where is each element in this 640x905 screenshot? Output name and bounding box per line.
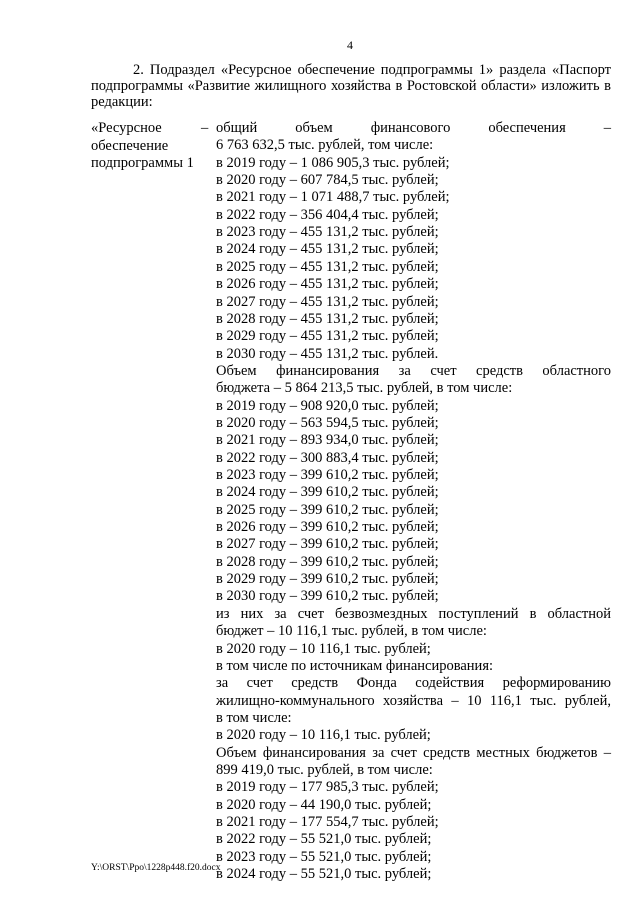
funding-line: в 2021 году – 893 934,0 тыс. рублей; [216, 432, 439, 449]
funding-line: бюджета – 5 864 213,5 тыс. рублей, в том числе: [216, 380, 513, 397]
funding-line: в 2021 году – 177 554,7 тыс. рублей; [216, 814, 439, 830]
funding-line: в 2022 году – 55 521,0 тыс. рублей; [216, 831, 432, 848]
page-number: 4 [347, 38, 353, 52]
funding-line: в 2028 году – 455 131,2 тыс. рублей; [216, 310, 439, 327]
funding-line: 6 763 632,5 тыс. рублей, том числе: [216, 137, 434, 154]
funding-line: в 2019 году – 908 920,0 тыс. рублей; [216, 397, 439, 414]
funding-line: в 2026 году – 399 610,2 тыс. рублей; [216, 519, 439, 536]
funding-line: в 2023 году – 455 131,2 тыс. рублей; [216, 224, 439, 241]
funding-line: в 2025 году – 455 131,2 тыс. рублей; [216, 258, 439, 275]
funding-line: в 2025 году – 399 610,2 тыс. рублей; [216, 501, 439, 518]
funding-line: в том числе: [216, 709, 292, 726]
funding-line: в 2022 году – 356 404,4 тыс. рублей; [216, 206, 439, 223]
funding-line: в 2030 году – 455 131,2 тыс. рублей. [216, 345, 439, 362]
funding-line: в 2023 году – 55 521,0 тыс. рублей; [216, 848, 432, 865]
funding-line: бюджет – 10 116,1 тыс. рублей, в том числе: [216, 623, 487, 640]
funding-line: Объем финансирования за счет средств областного [216, 362, 611, 379]
funding-line: в 2021 году – 1 071 488,7 тыс. рублей; [216, 189, 450, 206]
file-path-footer: Y:\ORST\Ppo\1228p448.f20.docx [91, 863, 221, 873]
funding-line: в 2024 году – 399 610,2 тыс. рублей; [216, 484, 439, 501]
label-dash: – [201, 120, 209, 136]
funding-line: в 2023 году – 399 610,2 тыс. рублей; [216, 467, 439, 483]
funding-line: в 2020 году – 563 594,5 тыс. рублей; [216, 414, 439, 431]
resource-label-line: обеспечение [91, 137, 169, 154]
funding-line: общий объем финансового обеспечения – [216, 120, 611, 136]
funding-line: в 2020 году – 44 190,0 тыс. рублей; [216, 796, 432, 813]
funding-line: Объем финансирования за счет средств местных бюджетов – [216, 744, 611, 761]
resource-label-line: «Ресурсное [91, 120, 162, 136]
funding-line: в 2026 году – 455 131,2 тыс. рублей; [216, 276, 439, 293]
funding-line: в 2029 году – 399 610,2 тыс. рублей; [216, 571, 439, 588]
funding-line: 899 419,0 тыс. рублей, в том числе: [216, 761, 433, 778]
funding-line: за счет средств Фонда содействия реформированию [216, 675, 611, 692]
funding-line: в 2027 году – 399 610,2 тыс. рублей; [216, 536, 439, 553]
resource-label [91, 120, 203, 173]
funding-line: в 2020 году – 10 116,1 тыс. рублей; [216, 727, 431, 744]
funding-line: в 2024 году – 455 131,2 тыс. рублей; [216, 241, 439, 258]
funding-line: в 2027 году – 455 131,2 тыс. рублей; [216, 293, 439, 310]
funding-line: в 2030 году – 399 610,2 тыс. рублей; [216, 588, 439, 605]
resource-label-line: подпрограммы 1 [91, 155, 194, 171]
funding-line: жилищно-коммунального хозяйства – 10 116,1 тыс. рублей, [216, 692, 611, 709]
funding-line: из них за счет безвозмездных поступлений в областной [216, 605, 611, 622]
funding-line: в 2020 году – 10 116,1 тыс. рублей; [216, 640, 431, 657]
funding-line: в 2028 году – 399 610,2 тыс. рублей; [216, 553, 439, 570]
funding-line: в том числе по источникам финансирования: [216, 657, 494, 674]
funding-line: в 2022 году – 300 883,4 тыс. рублей; [216, 449, 439, 466]
funding-line: в 2019 году – 1 086 905,3 тыс. рублей; [216, 154, 450, 171]
section-heading: 2. Подраздел «Ресурсное обеспечение подпрограммы 1» раздела «Паспорт подпрограммы «Развитие жилищного хозяйства в Ростовской области» изложить в редакции: [91, 62, 611, 110]
funding-line: в 2024 году – 55 521,0 тыс. рублей; [216, 866, 432, 883]
funding-line: в 2020 году – 607 784,5 тыс. рублей; [216, 172, 439, 189]
funding-line: в 2019 году – 177 985,3 тыс. рублей; [216, 779, 439, 796]
funding-line: в 2029 году – 455 131,2 тыс. рублей; [216, 328, 439, 345]
